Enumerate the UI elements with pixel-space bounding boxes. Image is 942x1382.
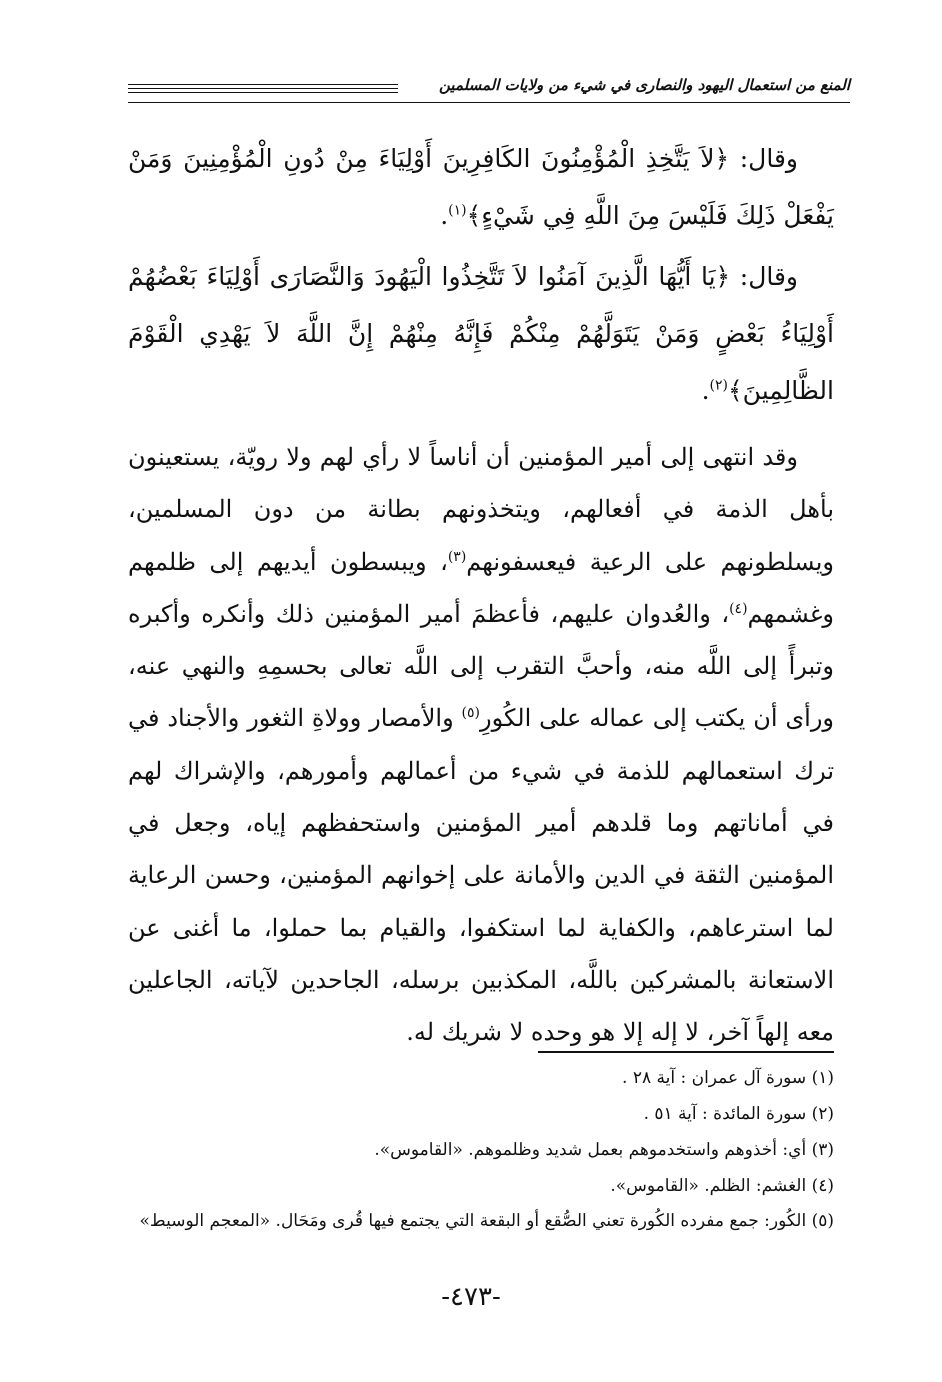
paragraph-text: ، والعُدوان عليهم، فأعظمَ أمير المؤمنين ذلك وأنكره وأكبره وتبرأً إلى اللَّه منه، وأحبَّ التقرب إلى اللَّه تعالى بحسمِهِ والنهي عنه، ورأى أن يكتب إلى عماله على الكُورِ [128,599,835,733]
footnote-ref: (٤) [729,600,748,617]
footnote-ref: (٣) [447,548,467,565]
quote-end: . [701,376,710,405]
footnote: (٤) الغشم: الظلم. «القاموس». [610,1176,834,1196]
footnote-separator [538,1051,834,1053]
running-header [128,74,850,108]
quran-quote [128,248,834,419]
footnote: (٢) سورة المائدة : آية ٥١ . [643,1104,834,1124]
footnote-ref: (٢) [709,377,729,394]
header-underline [128,102,850,103]
paragraph-text: والأمصار وولاةِ الثغور والأجناد في ترك استعمالهم للذمة في شيء من أعمالهم وأمورهم، والإشراك لهم في أماناتهم وما قلدهم أمير المؤمنين واستحفظهم إياه، وجعل في المؤمنين الثقة في الدين والأمانة على إخوانهم المؤمنين، وحسن الرعاية لما استرعاهم، والكفاية لما استكفوا، والقيام بما حملوا، ما أغنى عن الاستعانة بالمشركين باللَّه، المكذبين برسله، الجاحدين لآياته، الجاعلين معه إلهاً آخر، لا إله إلا هو وحده لا شريك له. [128,704,834,1047]
header-title: المنع من استعمال اليهود والنصارى في شيء من ولايات المسلمين [439,76,850,94]
footnote: (٣) أي: أخذوهم واستخدموهم بعمل شديد وظلموهم. «القاموس». [374,1140,834,1160]
quote-intro: وقال: [729,144,798,173]
footnotes [128,1060,834,1238]
footnote: (١) سورة آل عمران : آية ٢٨ . [622,1068,834,1088]
header-rule [128,88,398,89]
quran-quote [128,130,834,244]
header-rule [128,92,398,93]
body-paragraph [128,431,834,1059]
footnote: (٥) الكُور: جمع مفرده الكُورة تعني الصُّقع أو البقعة التي يجتمع فيها قُرى ومَحَال. «المعجم الوسيط» [139,1211,834,1231]
paragraph-text: وقد انتهى إلى أمير المؤمنين أن أناساً لا رأي لهم ولا رويّة، يستعينون بأهل الذمة في أفعالهم، ويتخذونهم بطانة من دون المسلمين، ويسلطونهم على الرعية فيعسفونهم [128,443,834,576]
footnote-ref: (١) [448,202,467,219]
main-text [128,130,834,1059]
quote-verse: ﴿يَا أَيُّهَا الَّذِينَ آمَنُوا لاَ تَتَّخِذُوا الْيَهُودَ وَالنَّصَارَى أَوْلِيَاءَ بَعْضُهُمْ أَوْلِيَاءُ بَعْضٍ وَمَنْ يَتَوَلَّهُمْ مِنْكُمْ فَإِنَّهُ مِنْهُمْ إِنَّ اللَّهَ لاَ يَهْدِي الْقَوْمَ الظَّالِمِينَ﴾ [128,262,834,405]
footnote-ref: (٥) [461,705,481,722]
quote-verse: ﴿لاَ يَتَّخِذِ الْمُؤْمِنُونَ الكَافِرِينَ أَوْلِيَاءَ مِنْ دُونِ الْمُؤْمِنِينَ وَمَنْ يَفْعَلْ ذَلِكَ فَلَيْسَ مِنَ اللَّهِ فِي شَيْءٍ﴾ [128,144,834,230]
paragraph-text: ، ويبسطون أيديهم إلى ظلمهم وغشمهم [128,547,834,628]
quote-intro: وقال: [730,262,798,291]
header-rule [128,84,398,85]
quote-end: . [440,201,449,230]
page-number: -٤٧٣- [441,1282,501,1312]
